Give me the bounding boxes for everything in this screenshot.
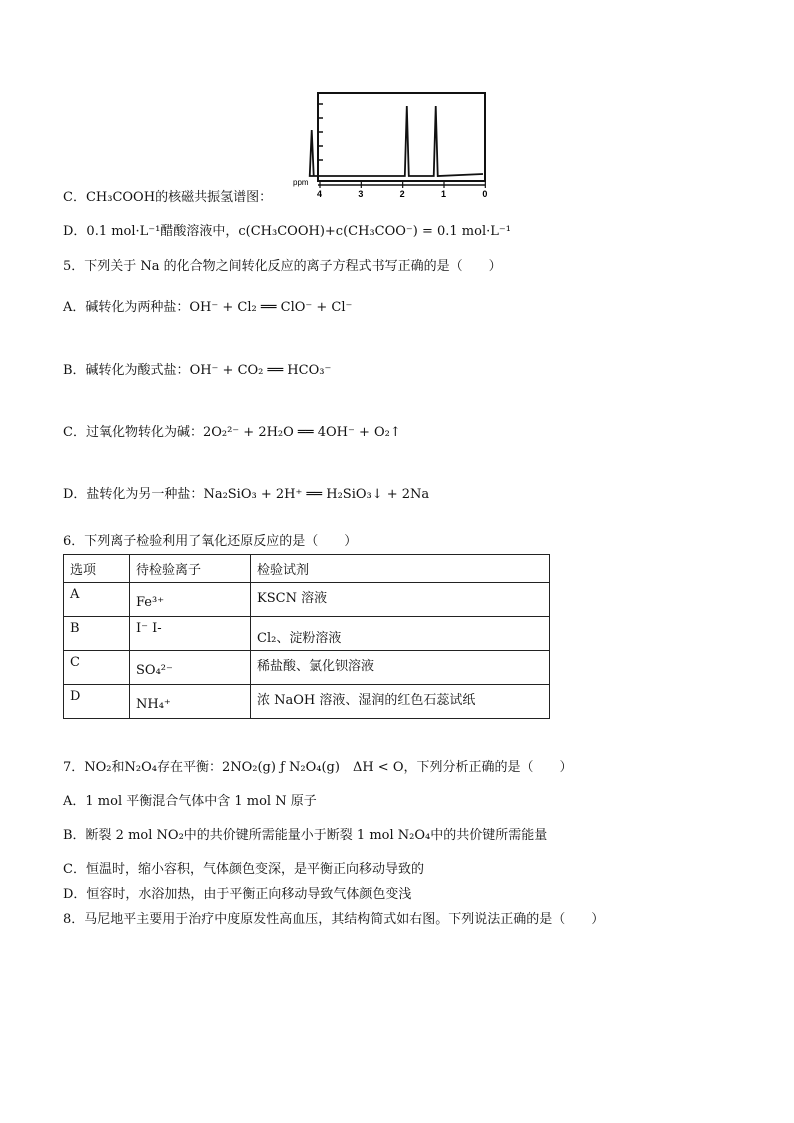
x-tick-label: 1 bbox=[440, 189, 447, 199]
q5-option-a bbox=[63, 299, 352, 317]
q8-stem: 8．马尼地平主要用于治疗中度原发性高血压，其结构简式如右图。下列说法正确的是（ ） bbox=[63, 912, 605, 927]
option-cell: D bbox=[64, 685, 130, 719]
q5-option-b bbox=[63, 362, 331, 380]
q5-opta-label: A．碱转化为两种盐： bbox=[63, 300, 190, 315]
q7-option-c: C．恒温时，缩小容积，气体颜色变深，是平衡正向移动导致的 bbox=[63, 862, 424, 877]
q4-option-d: D．0.1 mol·L⁻¹醋酸溶液中，c(CH₃COOH)+c(CH₃COO⁻) = 0.1 mol·L⁻¹ bbox=[63, 224, 511, 239]
header-cell: 检验试剂 bbox=[251, 555, 550, 583]
table-row bbox=[64, 583, 550, 617]
ion-cell: I⁻ I- bbox=[130, 617, 251, 651]
option-cell: B bbox=[64, 617, 130, 651]
q5-optc-eq: 2O₂²⁻ + 2H₂O ══ 4OH⁻ + O₂↑ bbox=[202, 425, 401, 440]
q4-optc-formula: CH₃COOH bbox=[85, 190, 156, 205]
q5-opta-eq: OH⁻ + Cl₂ ══ ClO⁻ + Cl⁻ bbox=[189, 300, 353, 315]
reagent-cell: Cl₂、淀粉溶液 bbox=[251, 617, 550, 651]
q5-option-d bbox=[63, 486, 429, 504]
q5-optd-label: D．盐转化为另一种盐： bbox=[63, 487, 204, 502]
reagent-cell: 稀盐酸、氯化钡溶液 bbox=[251, 651, 550, 685]
q4-optc-prefix: C． bbox=[63, 190, 86, 205]
q4-optc-text: 的核磁共振氢谱图： bbox=[155, 190, 273, 205]
q7-stem: 7．NO₂和N₂O₄存在平衡：2NO₂(g) ƒ N₂O₄(g) ΔH < O，下列分析正确的是（ ） bbox=[63, 760, 573, 775]
ion-cell: NH₄⁺ bbox=[130, 685, 251, 719]
table-row bbox=[64, 651, 550, 685]
x-tick-label: 4 bbox=[317, 189, 323, 199]
reagent-cell: 浓 NaOH 溶液、湿润的红色石蕊试纸 bbox=[251, 685, 550, 719]
table-row bbox=[64, 685, 550, 719]
q7-option-b: B．断裂 2 mol NO₂中的共价键所需能量小于断裂 1 mol N₂O₄中的共价键所需能量 bbox=[63, 828, 548, 843]
nmr-trace bbox=[310, 106, 483, 176]
q4-option-c bbox=[63, 189, 272, 207]
spectrum-frame bbox=[318, 93, 485, 181]
q6-table bbox=[63, 554, 550, 719]
header-cell: 待检验离子 bbox=[130, 555, 251, 583]
ion-cell: Fe³⁺ bbox=[130, 583, 251, 617]
q5-optd-eq: Na₂SiO₃ + 2H⁺ ══ H₂SiO₃↓ + 2Na bbox=[203, 487, 430, 502]
x-tick-label: 0 bbox=[482, 189, 488, 199]
header-cell: 选项 bbox=[64, 555, 130, 583]
option-cell: A bbox=[64, 583, 130, 617]
q5-stem: 5．下列关于 Na 的化合物之间转化反应的离子方程式书写正确的是（ ） bbox=[63, 259, 502, 274]
table-row bbox=[64, 617, 550, 651]
q7-option-a: A．1 mol 平衡混合气体中含 1 mol N 原子 bbox=[63, 794, 317, 809]
q5-optb-eq: OH⁻ + CO₂ ══ HCO₃⁻ bbox=[189, 363, 332, 378]
q7-option-d: D．恒容时，水浴加热，由于平衡正向移动导致气体颜色变浅 bbox=[63, 887, 412, 902]
q5-optb-label: B．碱转化为酸式盐： bbox=[63, 363, 190, 378]
nmr-spectrum bbox=[293, 90, 493, 200]
q5-optc-label: C．过氧化物转化为碱： bbox=[63, 425, 203, 440]
table-header-row bbox=[64, 555, 550, 583]
q5-option-c bbox=[63, 424, 401, 442]
reagent-cell: KSCN 溶液 bbox=[251, 583, 550, 617]
option-cell: C bbox=[64, 651, 130, 685]
x-tick-label: 2 bbox=[399, 189, 405, 199]
q6-stem: 6．下列离子检验利用了氧化还原反应的是（ ） bbox=[63, 534, 358, 549]
ion-cell: SO₄²⁻ bbox=[130, 651, 251, 685]
x-tick-label: 3 bbox=[358, 189, 364, 199]
unit-label: ppm bbox=[293, 178, 309, 187]
